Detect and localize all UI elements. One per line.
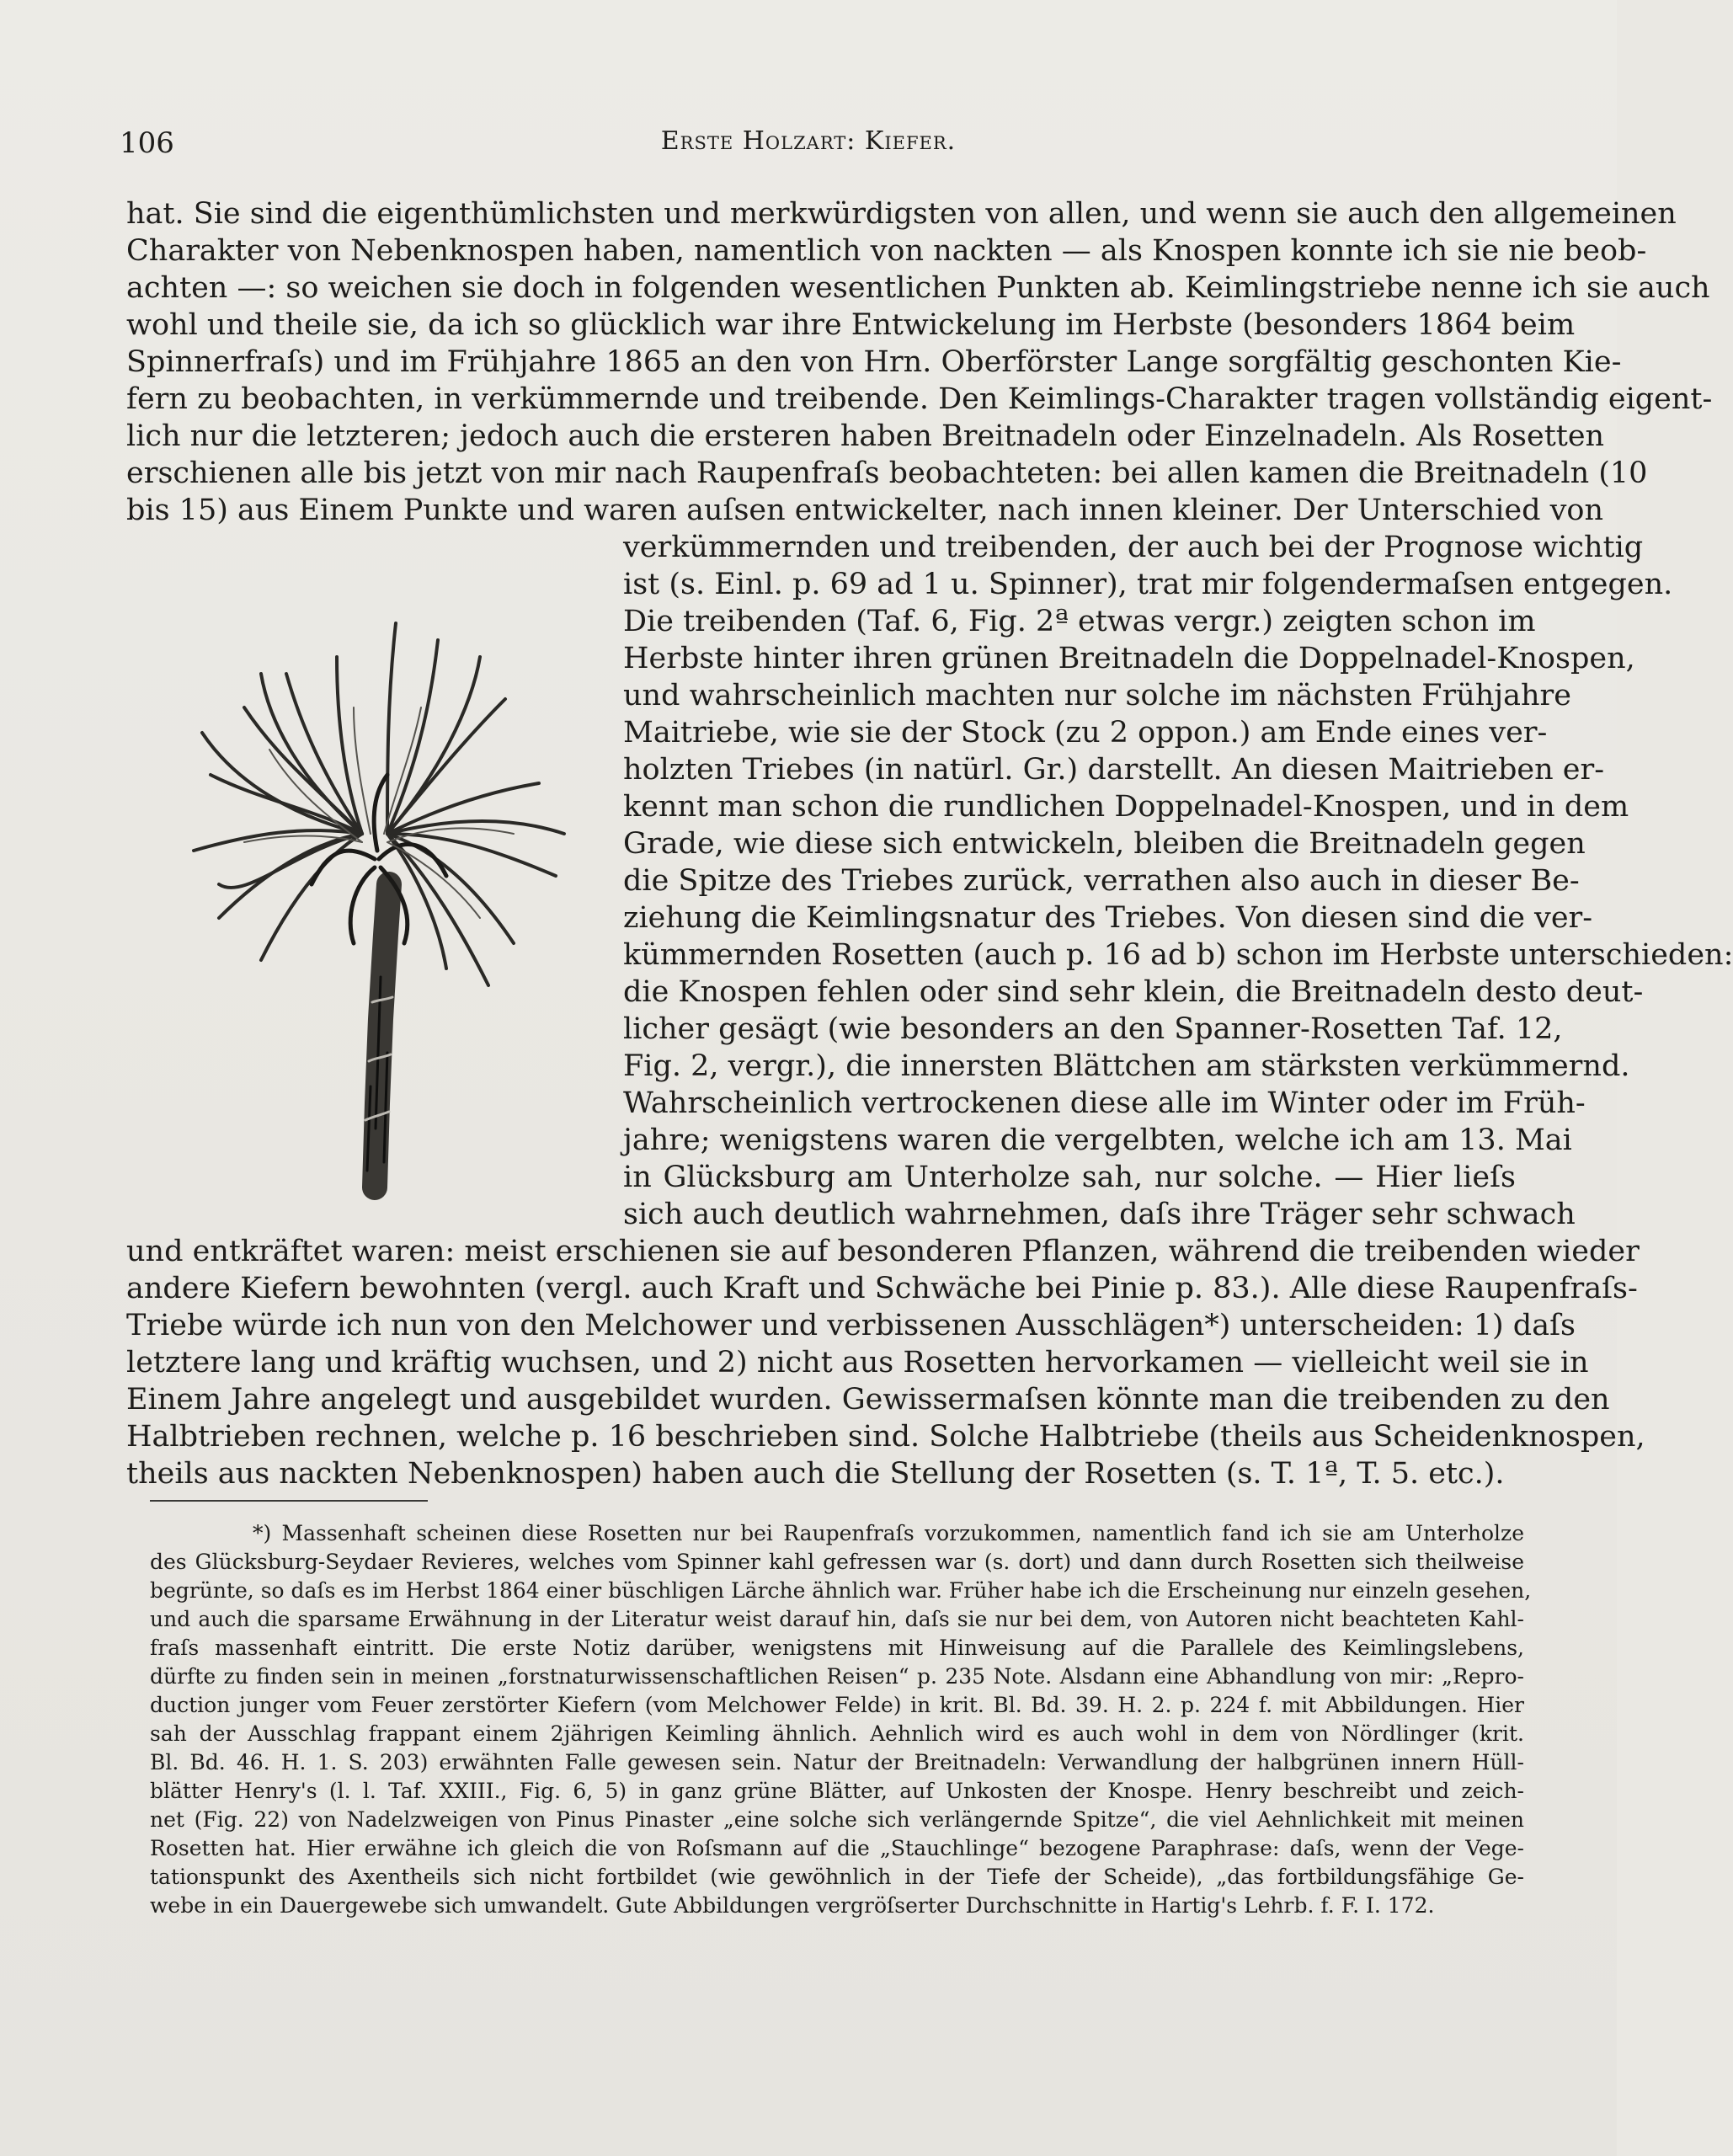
body-line: Fig. 2, vergr.), die innersten Blättchen am stärksten verkümmernd.: [623, 1049, 1630, 1083]
pine-shoot-rosette-icon: [160, 581, 598, 1187]
footnote-line: Rosetten hat. Hier erwähne ich gleich die von Roſsmann auf die „Stauchlinge“ bezogene Paraphrase: daſs, wenn der Vege-: [150, 1836, 1524, 1860]
body-line: Wahrscheinlich vertrockenen diese alle im Winter oder im Früh-: [623, 1086, 1586, 1120]
page-number: 106: [120, 126, 174, 160]
body-line: Triebe würde ich nun von den Melchower und verbissenen Ausschlägen*) unterscheiden: 1) daſs: [126, 1309, 1576, 1342]
body-line: in Glücksburg am Unterholze sah, nur solche. — Hier lieſs: [623, 1161, 1516, 1194]
body-line: Maitriebe, wie sie der Stock (zu 2 oppon.) am Ende eines ver-: [623, 716, 1548, 750]
body-line: Einem Jahre angelegt und ausgebildet wurden. Gewissermaſsen könnte man die treibenden zu den: [126, 1383, 1610, 1417]
body-line: Herbste hinter ihren grünen Breitnadeln die Doppelnadel-Knospen,: [623, 642, 1635, 675]
running-title: Erste Holzart: Kiefer.: [660, 126, 957, 156]
footnote-line: Bl. Bd. 46. H. 1. S. 203) erwähnten Falle gewesen sein. Natur der Breitnadeln: Verwandlung der halbgrünen innern Hüll-: [150, 1750, 1524, 1774]
body-line: licher gesägt (wie besonders an den Spanner-Rosetten Taf. 12,: [623, 1012, 1563, 1046]
footnote-line: sah der Ausschlag frappant einem 2jährigen Keimling ähnlich. Aehnlich wird es auch wohl in dem von Nördlinger (krit.: [150, 1721, 1524, 1746]
footnote-line: des Glücksburg-Seydaer Revieres, welches vom Spinner kahl gefressen war (s. dort) und dann durch Rosetten sich theilweise: [150, 1550, 1524, 1574]
footnote-line: webe in ein Dauergewebe sich umwandelt. Gute Abbildungen vergröſserter Durchschnitte in Hartig's Lehrb. f. F. I. 172.: [150, 1893, 1435, 1918]
footnote-line: *) Massenhaft scheinen diese Rosetten nur bei Raupenfraſs vorzukommen, namentlich fand ich sie am Unterholze: [253, 1521, 1524, 1545]
footnote-line: begrünte, so daſs es im Herbst 1864 einer büschligen Lärche ähnlich war. Früher habe ich die Erscheinung nur einzeln gesehen,: [150, 1578, 1532, 1603]
body-line: Charakter von Nebenknospen haben, namentlich von nackten — als Knospen konnte ich sie nie beob-: [126, 234, 1647, 268]
body-line: hat. Sie sind die eigenthümlichsten und merkwürdigsten von allen, und wenn sie auch den allgemeinen: [126, 197, 1677, 231]
body-line: achten —: so weichen sie doch in folgenden wesentlichen Punkten ab. Keimlingstriebe nenne ich sie auch: [126, 271, 1710, 305]
footnote-line: und auch die sparsame Erwähnung in der Literatur weist darauf hin, daſs sie nur bei dem, von Autoren nicht beachteten Kahl-: [150, 1607, 1524, 1631]
footnote-line: dürfte zu finden sein in meinen „forstnaturwissenschaftlichen Reisen“ p. 235 Note. Alsdann eine Abhandlung von mir: „Repro-: [150, 1664, 1524, 1689]
body-line: sich auch deutlich wahrnehmen, daſs ihre Träger sehr schwach: [623, 1198, 1576, 1231]
footnote-line: duction junger vom Feuer zerstörter Kiefern (vom Melchower Felde) in krit. Bl. Bd. 39. H. 2. p. 224 f. mit Abbildungen. Hier: [150, 1693, 1524, 1717]
body-line: kümmernden Rosetten (auch p. 16 ad b) schon im Herbste unterschieden:: [623, 938, 1733, 972]
body-line: die Knospen fehlen oder sind sehr klein, die Breitnadeln desto deut-: [623, 975, 1644, 1009]
body-line: holzten Triebes (in natürl. Gr.) darstellt. An diesen Maitrieben er-: [623, 753, 1605, 787]
footnote-line: blätter Henry's (l. l. Taf. XXIII., Fig. 6, 5) in ganz grüne Blätter, auf Unkosten der Knospe. Henry beschreibt und zeich-: [150, 1779, 1524, 1803]
body-line: bis 15) aus Einem Punkte und waren auſsen entwickelter, nach innen kleiner. Der Unterschied von: [126, 494, 1604, 527]
body-line: und wahrscheinlich machten nur solche im nächsten Frühjahre: [623, 679, 1571, 712]
footnote-line: fraſs massenhaft eintritt. Die erste Notiz darüber, wenigstens mit Hinweisung auf die Parallele des Keimlingslebens,: [150, 1636, 1524, 1660]
body-line: und entkräftet waren: meist erschienen sie auf besonderen Pflanzen, während die treibenden wieder: [126, 1235, 1640, 1268]
body-line: wohl und theile sie, da ich so glücklich war ihre Entwickelung im Herbste (besonders 1864 beim: [126, 308, 1576, 342]
body-line: lich nur die letzteren; jedoch auch die ersteren haben Breitnadeln oder Einzelnadeln. Als Rosetten: [126, 419, 1605, 453]
body-line: fern zu beobachten, in verkümmernde und treibende. Den Keimlings-Charakter tragen vollständig eigent-: [126, 382, 1713, 416]
footnote-line: net (Fig. 22) von Nadelzweigen von Pinus Pinaster „eine solche sich verlängernde Spitze“, die viel Aehnlichkeit mit meinen: [150, 1807, 1524, 1832]
body-line: kennt man schon die rundlichen Doppelnadel-Knospen, und in dem: [623, 790, 1629, 824]
body-line: verkümmernden und treibenden, der auch bei der Prognose wichtig: [623, 531, 1644, 564]
body-line: Halbtrieben rechnen, welche p. 16 beschrieben sind. Solche Halbtriebe (theils aus Scheidenknospen,: [126, 1420, 1645, 1454]
body-line: Grade, wie diese sich entwickeln, bleiben die Breitnadeln gegen: [623, 827, 1586, 861]
body-line: letztere lang und kräftig wuchsen, und 2) nicht aus Rosetten hervorkamen — vielleicht weil sie in: [126, 1346, 1589, 1380]
footnote-rule: [150, 1500, 428, 1502]
body-line: andere Kiefern bewohnten (vergl. auch Kraft und Schwäche bei Pinie p. 83.). Alle diese Raupenfraſs-: [126, 1272, 1638, 1305]
body-line: theils aus nackten Nebenknospen) haben auch die Stellung der Rosetten (s. T. 1ª, T. 5. etc.).: [126, 1457, 1505, 1491]
body-line: Die treibenden (Taf. 6, Fig. 2ª etwas vergr.) zeigten schon im: [623, 605, 1536, 638]
body-line: Spinnerfraſs) und im Frühjahre 1865 an den von Hrn. Oberförster Lange sorgfältig geschonten Kie-: [126, 345, 1622, 379]
body-line: erschienen alle bis jetzt von mir nach Raupenfraſs beobachteten: bei allen kamen die Breitnadeln (10: [126, 456, 1648, 490]
footnote-line: tationspunkt des Axentheils sich nicht fortbildet (wie gewöhnlich in der Tiefe der Scheide), „das fortbildungsfähige Ge-: [150, 1865, 1524, 1889]
body-line: die Spitze des Triebes zurück, verrathen also auch in dieser Be-: [623, 864, 1580, 898]
body-line: ziehung die Keimlingsnatur des Triebes. Von diesen sind die ver-: [623, 901, 1593, 935]
body-line: ist (s. Einl. p. 69 ad 1 u. Spinner), trat mir folgendermaſsen entgegen.: [623, 568, 1673, 601]
body-line: jahre; wenigstens waren die vergelbten, welche ich am 13. Mai: [623, 1123, 1572, 1157]
